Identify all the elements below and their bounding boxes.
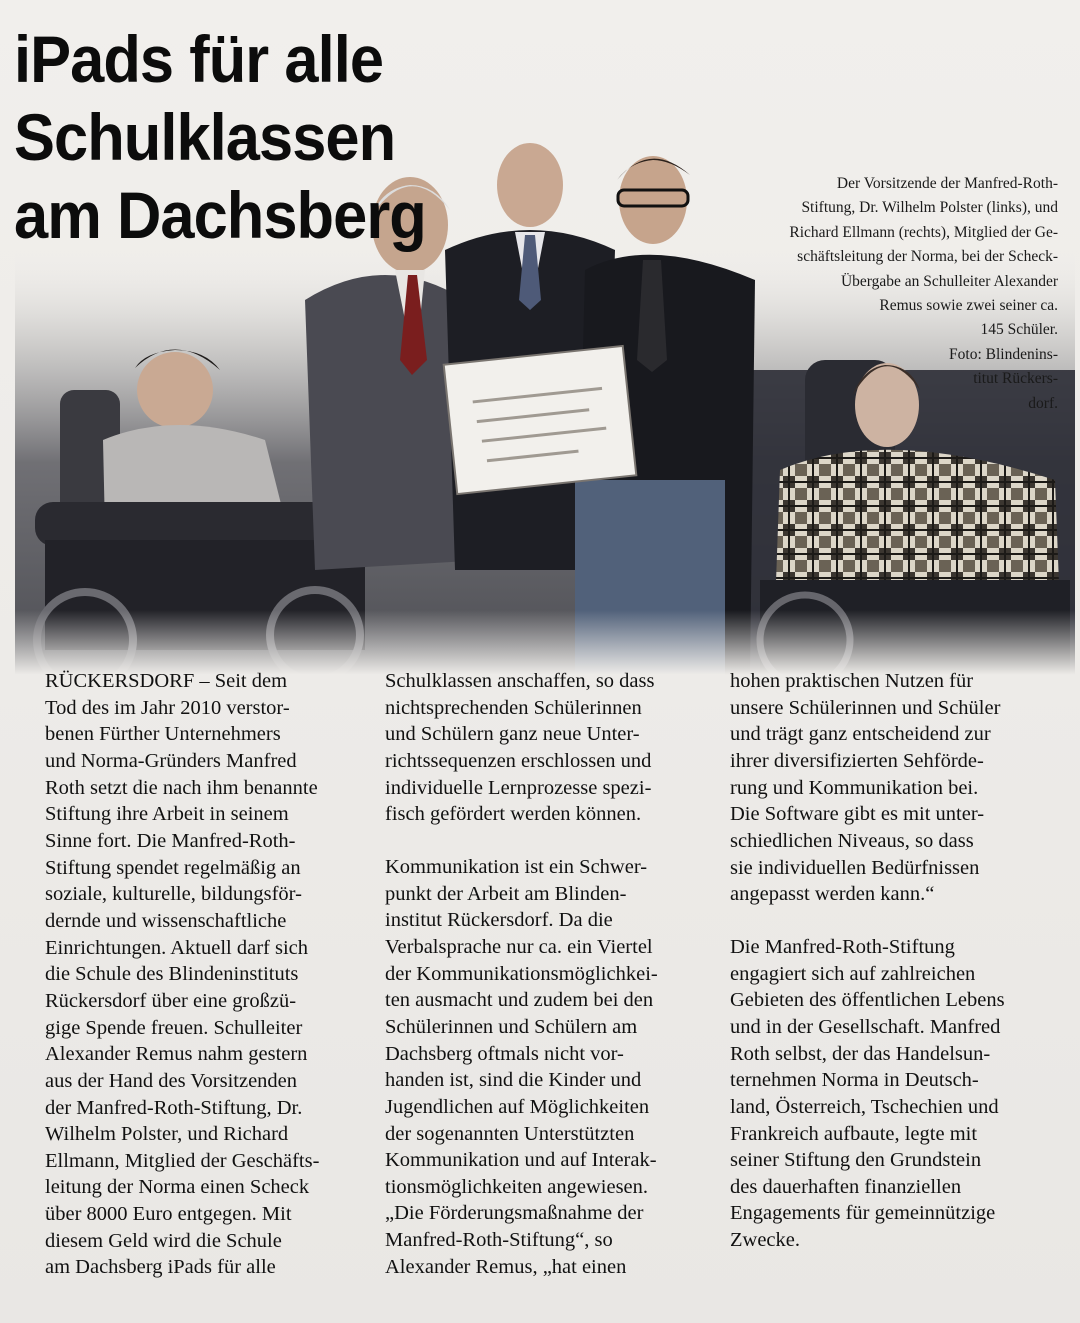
text-line: angepasst werden kann.“ — [730, 883, 935, 906]
text-line: Roth selbst, der das Handelsun- — [730, 1042, 991, 1065]
text-line: des dauerhaften finanziellen — [730, 1175, 962, 1198]
text-line: Engagements für gemeinnützige — [730, 1202, 996, 1225]
text-line: gige Spende freuen. Schulleiter — [45, 1016, 303, 1039]
text-line: engagiert sich auf zahlreichen — [730, 962, 976, 985]
text-line: diesem Geld wird die Schule — [45, 1229, 282, 1252]
text-line: Die Software gibt es mit unter- — [730, 803, 985, 826]
text-line: Gebieten des öffentlichen Lebens — [730, 989, 1005, 1012]
text-line: unsere Schülerinnen und Schüler — [730, 696, 1001, 719]
text-line: punkt der Arbeit am Blinden- — [385, 882, 627, 905]
text-line: und trägt ganz entscheidend zur — [730, 723, 991, 746]
caption-line: Richard Ellmann (rechts), Mitglied der Ge- — [789, 223, 1058, 241]
article-headline — [14, 20, 739, 254]
paragraph-gap — [730, 908, 1065, 934]
text-line: Alexander Remus, „hat einen — [385, 1255, 627, 1278]
text-line: Kommunikation ist ein Schwer- — [385, 855, 648, 878]
caption-line: titut Rückers- — [973, 370, 1058, 388]
donation-cheque — [444, 346, 637, 494]
text-line: Schülerinnen und Schülern am — [385, 1015, 638, 1038]
text-line: Manfred-Roth-Stiftung“, so — [385, 1229, 613, 1252]
article-column-1 — [45, 668, 380, 1281]
text-line: handen ist, sind die Kinder und — [385, 1069, 642, 1092]
text-line: hohen praktischen Nutzen für — [730, 670, 974, 692]
text-line: fisch gefördert werden können. — [385, 803, 642, 826]
text-line: seiner Stiftung den Grundstein — [730, 1149, 982, 1172]
text-line: Dachsberg oftmals nicht vor- — [385, 1042, 624, 1065]
text-line: ten ausmacht und zudem bei den — [385, 989, 654, 1012]
text-line: aus der Hand des Vorsitzenden — [45, 1069, 298, 1092]
caption-line: Der Vorsitzende der Manfred-Roth- — [836, 175, 1058, 192]
text-line: soziale, kulturelle, bildungsför- — [45, 883, 302, 906]
text-line: dernde und wissenschaftliche — [45, 909, 287, 932]
text-line: land, Österreich, Tschechien und — [730, 1095, 999, 1118]
text-line: Tod des im Jahr 2010 verstor- — [45, 696, 290, 719]
text-line: am Dachsberg iPads für alle — [45, 1256, 276, 1279]
caption-line: 145 Schüler. — [980, 321, 1058, 339]
text-line: Roth setzt die nach ihm benannte — [45, 776, 318, 799]
text-line: Rückersdorf über eine großzü- — [45, 989, 297, 1012]
text-line: und Norma-Gründers Manfred — [45, 749, 297, 772]
text-line: schiedlichen Niveaus, so dass — [730, 829, 974, 852]
text-line: tionsmöglichkeiten angewiesen. — [385, 1175, 649, 1198]
text-line: individuelle Lernprozesse spezi- — [385, 776, 652, 799]
text-line: benen Fürther Unternehmers — [45, 723, 281, 746]
text-line: Verbalsprache nur ca. ein Viertel — [385, 935, 653, 958]
photo-caption — [760, 172, 1058, 416]
caption-line: dorf. — [1028, 394, 1058, 412]
text-line: Die Manfred-Roth-Stiftung — [730, 935, 955, 958]
text-line: Jugendlichen auf Möglichkeiten — [385, 1095, 650, 1118]
text-line: ihrer diversifizierten Sehförde- — [730, 749, 984, 772]
text-line: Alexander Remus nahm gestern — [45, 1043, 308, 1066]
text-line: der Kommunikationsmöglichkei- — [385, 962, 658, 985]
text-line: rung und Kommunikation bei. — [730, 776, 979, 799]
text-line: Einrichtungen. Aktuell darf sich — [45, 936, 309, 959]
paragraph-gap — [385, 828, 720, 854]
text-line: nichtsprechenden Schülerinnen — [385, 696, 642, 719]
article-column-3 — [730, 668, 1065, 1254]
text-line: Frankreich aufbaute, legte mit — [730, 1122, 978, 1145]
text-line: institut Rückersdorf. Da die — [385, 909, 613, 932]
text-line: Sinne fort. Die Manfred-Roth- — [45, 829, 296, 852]
text-line: die Schule des Blindeninstituts — [45, 963, 299, 986]
text-line: der sogenannten Unterstützten — [385, 1122, 635, 1145]
text-line: und in der Gesellschaft. Manfred — [730, 1015, 1001, 1038]
headline-line-2: am Dachsberg — [14, 178, 426, 252]
text-line: Kommunikation und auf Interak- — [385, 1149, 657, 1172]
headline-line-1: iPads für alle Schulklassen — [14, 22, 396, 174]
text-line: RÜCKERSDORF – Seit dem — [45, 670, 288, 692]
text-line: Zwecke. — [730, 1229, 800, 1252]
text-line: sie individuellen Bedürfnissen — [730, 856, 980, 879]
text-line: der Manfred-Roth-Stiftung, Dr. — [45, 1096, 303, 1119]
text-line: und Schülern ganz neue Unter- — [385, 723, 640, 746]
text-line: ternehmen Norma in Deutsch- — [730, 1069, 979, 1092]
text-line: richtssequenzen erschlossen und — [385, 749, 652, 772]
caption-line: Stiftung, Dr. Wilhelm Polster (links), und — [801, 199, 1058, 217]
text-line: Stiftung ihre Arbeit in seinem — [45, 803, 289, 826]
caption-line: Übergabe an Schulleiter Alexander — [840, 272, 1058, 290]
text-line: Ellmann, Mitglied der Geschäfts- — [45, 1149, 320, 1172]
caption-line: schäftsleitung der Norma, bei der Scheck- — [797, 248, 1058, 266]
text-line: Wilhelm Polster, und Richard — [45, 1123, 289, 1146]
text-line: leitung der Norma einen Scheck — [45, 1176, 310, 1199]
text-line: „Die Förderungsmaßnahme der — [385, 1202, 644, 1225]
caption-line: Foto: Blindenins- — [949, 345, 1058, 363]
text-line: Schulklassen anschaffen, so dass — [385, 670, 655, 692]
article-column-2 — [385, 668, 720, 1280]
text-line: Stiftung spendet regelmäßig an — [45, 856, 301, 879]
text-line: über 8000 Euro entgegen. Mit — [45, 1203, 292, 1226]
caption-line: Remus sowie zwei seiner ca. — [879, 297, 1058, 315]
